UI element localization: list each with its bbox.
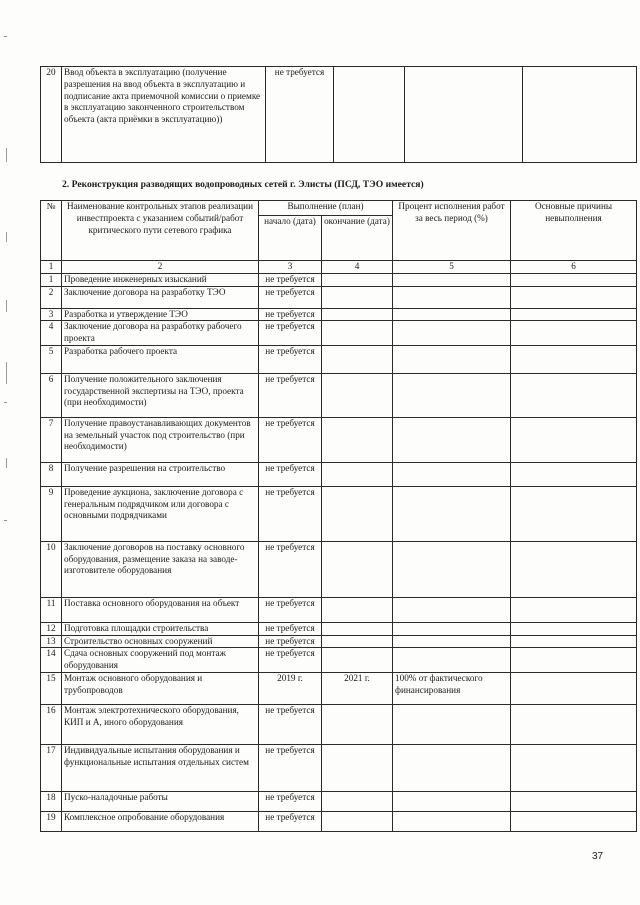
failure-reasons — [511, 704, 637, 744]
table-row — [41, 67, 637, 163]
completion-percent — [393, 345, 511, 373]
scan-margin-mark — [6, 148, 7, 162]
stage-name: Получение положительного заключения государственной экспертизы на ТЭО, проекта (при необходимости) — [62, 373, 259, 417]
completion-percent: 100% от фактического финансирования — [393, 672, 511, 704]
start-date: не требуется — [259, 273, 322, 286]
completion-percent — [393, 308, 511, 321]
completion-percent — [393, 417, 511, 462]
scan-margin-mark — [6, 362, 7, 384]
stage-name: Проведение инженерных изысканий — [62, 273, 259, 286]
stage-name: Ввод объекта в эксплуатацию (получение разрешения на ввод объекта в эксплуатацию и подписание акта приемочной комиссии о приемке в эксплуатацию законченного строительством объекта (акта приёмки в эксплуатацию)) — [62, 67, 266, 163]
table-row — [41, 417, 637, 462]
failure-reasons — [511, 541, 637, 597]
row-number: 18 — [41, 791, 62, 811]
start-date: не требуется — [259, 622, 322, 635]
failure-reasons — [511, 286, 637, 308]
table-row — [41, 286, 637, 308]
header-completion-percent: Процент исполнения работ за весь период (%) — [393, 201, 511, 261]
end-date — [322, 286, 393, 308]
failure-reasons — [511, 635, 637, 648]
failure-reasons — [511, 744, 637, 791]
row-number: 6 — [41, 373, 62, 417]
end-date — [322, 321, 393, 346]
end-date — [322, 373, 393, 417]
column-index: 6 — [511, 261, 637, 274]
completion-percent — [393, 635, 511, 648]
row-number: 14 — [41, 648, 62, 673]
row-number: 3 — [41, 308, 62, 321]
completion-percent — [393, 811, 511, 831]
stage-name: Строительство основных сооружений — [62, 635, 259, 648]
completion-percent — [405, 67, 523, 163]
section-title: 2. Реконструкция разводящих водопроводных сетей г. Элисты (ПСД, ТЭО имеется) — [62, 179, 424, 190]
table-row — [41, 672, 637, 704]
end-date — [322, 541, 393, 597]
header-start-date: начало (дата) — [259, 216, 322, 261]
end-date — [322, 345, 393, 373]
row-number: 19 — [41, 811, 62, 831]
stage-name: Разработка и утверждение ТЭО — [62, 308, 259, 321]
table-row — [41, 622, 637, 635]
row-number: 17 — [41, 744, 62, 791]
start-date: не требуется — [259, 648, 322, 673]
start-date: не требуется — [259, 791, 322, 811]
index-row — [41, 261, 637, 274]
column-index: 1 — [41, 261, 62, 274]
table-row — [41, 373, 637, 417]
page-number: 37 — [592, 851, 604, 862]
table-row — [41, 635, 637, 648]
end-date — [322, 744, 393, 791]
end-date — [322, 417, 393, 462]
row-number: 20 — [41, 67, 62, 163]
header-execution-plan: Выполнение (план) — [259, 201, 393, 216]
row-number: 15 — [41, 672, 62, 704]
failure-reasons — [523, 67, 637, 163]
table-row — [41, 308, 637, 321]
row-number: 11 — [41, 597, 62, 622]
end-date — [334, 67, 405, 163]
stage-name: Поставка основного оборудования на объект — [62, 597, 259, 622]
failure-reasons — [511, 791, 637, 811]
failure-reasons — [511, 321, 637, 346]
header-stage-name: Наименование контрольных этапов реализации инвестпроекта с указанием событий/работ критического пути сетевого графика — [62, 201, 259, 261]
start-date: не требуется — [259, 704, 322, 744]
stage-name: Проведение аукциона, заключение договора с генеральным подрядчиком или договора с основными подрядчиками — [62, 486, 259, 541]
start-date: не требуется — [259, 286, 322, 308]
end-date — [322, 622, 393, 635]
failure-reasons — [511, 417, 637, 462]
table-row — [41, 648, 637, 673]
failure-reasons — [511, 373, 637, 417]
start-date: не требуется — [259, 486, 322, 541]
completion-percent — [393, 273, 511, 286]
scan-margin-mark — [4, 36, 7, 37]
start-date: 2019 г. — [259, 672, 322, 704]
end-date — [322, 791, 393, 811]
row-number: 10 — [41, 541, 62, 597]
start-date: не требуется — [259, 597, 322, 622]
failure-reasons — [511, 622, 637, 635]
failure-reasons — [511, 597, 637, 622]
header-end-date: окончание (дата) — [322, 216, 393, 261]
end-date — [322, 635, 393, 648]
start-date: не требуется — [259, 462, 322, 486]
table-row — [41, 791, 637, 811]
table-row — [41, 597, 637, 622]
end-date — [322, 811, 393, 831]
table-row — [41, 486, 637, 541]
end-date — [322, 597, 393, 622]
failure-reasons — [511, 486, 637, 541]
completion-percent — [393, 597, 511, 622]
start-date: не требуется — [259, 541, 322, 597]
start-date: не требуется — [259, 321, 322, 346]
end-date — [322, 462, 393, 486]
header-number: № — [41, 201, 62, 261]
completion-percent — [393, 321, 511, 346]
stage-name: Комплексное опробование оборудования — [62, 811, 259, 831]
completion-percent — [393, 622, 511, 635]
scan-margin-mark — [6, 458, 7, 468]
completion-percent — [393, 486, 511, 541]
scan-margin-mark — [4, 520, 7, 521]
stage-name: Подготовка площадки строительства — [62, 622, 259, 635]
failure-reasons — [511, 308, 637, 321]
stage-name: Разработка рабочего проекта — [62, 345, 259, 373]
failure-reasons — [511, 345, 637, 373]
row-number: 13 — [41, 635, 62, 648]
row-number: 1 — [41, 273, 62, 286]
start-date: не требуется — [259, 308, 322, 321]
scan-margin-mark — [4, 402, 7, 403]
row-number: 4 — [41, 321, 62, 346]
progress-table — [40, 200, 637, 832]
column-index: 2 — [62, 261, 259, 274]
end-date: 2021 г. — [322, 672, 393, 704]
table-row — [41, 811, 637, 831]
failure-reasons — [511, 811, 637, 831]
row-number: 12 — [41, 622, 62, 635]
header-row — [41, 201, 637, 216]
row-number: 7 — [41, 417, 62, 462]
start-date: не требуется — [259, 635, 322, 648]
start-date: не требуется — [259, 345, 322, 373]
failure-reasons — [511, 462, 637, 486]
stage-name: Сдача основных сооружений под монтаж оборудования — [62, 648, 259, 673]
column-index: 3 — [259, 261, 322, 274]
stage-name: Получение правоустанавливающих документов на земельный участок под строительство (при необходимости) — [62, 417, 259, 462]
row-number: 8 — [41, 462, 62, 486]
stage-name: Заключение договора на разработку рабочего проекта — [62, 321, 259, 346]
start-date: не требуется — [259, 744, 322, 791]
column-index: 4 — [322, 261, 393, 274]
completion-percent — [393, 373, 511, 417]
end-date — [322, 704, 393, 744]
stage-name: Пуско-наладочные работы — [62, 791, 259, 811]
table-row — [41, 321, 637, 346]
completion-percent — [393, 462, 511, 486]
start-date: не требуется — [266, 67, 334, 163]
stage-name: Индивидуальные испытания оборудования и функциональные испытания отдельных систем — [62, 744, 259, 791]
table-row — [41, 273, 637, 286]
failure-reasons — [511, 648, 637, 673]
table-row — [41, 744, 637, 791]
row-number: 16 — [41, 704, 62, 744]
stage-name: Монтаж электротехнического оборудования, КИП и А, иного оборудования — [62, 704, 259, 744]
row-number: 5 — [41, 345, 62, 373]
failure-reasons — [511, 672, 637, 704]
end-date — [322, 486, 393, 541]
completion-percent — [393, 791, 511, 811]
header-failure-reasons: Основные причины невыполнения — [511, 201, 637, 261]
table-body — [41, 273, 637, 831]
table-row — [41, 462, 637, 486]
end-date — [322, 273, 393, 286]
start-date: не требуется — [259, 373, 322, 417]
stage-name: Заключение договора на разработку ТЭО — [62, 286, 259, 308]
start-date: не требуется — [259, 811, 322, 831]
failure-reasons — [511, 273, 637, 286]
column-index: 5 — [393, 261, 511, 274]
row-number: 2 — [41, 286, 62, 308]
completion-percent — [393, 286, 511, 308]
completion-percent — [393, 744, 511, 791]
table-row — [41, 541, 637, 597]
completion-percent — [393, 704, 511, 744]
table-row — [41, 704, 637, 744]
row-number: 9 — [41, 486, 62, 541]
previous-table — [40, 66, 637, 163]
stage-name: Получение разрешения на строительство — [62, 462, 259, 486]
completion-percent — [393, 648, 511, 673]
scan-margin-mark — [6, 300, 7, 312]
stage-name: Монтаж основного оборудования и трубопроводов — [62, 672, 259, 704]
table-row — [41, 345, 637, 373]
stage-name: Заключение договоров на поставку основного оборудования, размещение заказа на заводе-изготовителе оборудования — [62, 541, 259, 597]
end-date — [322, 308, 393, 321]
start-date: не требуется — [259, 417, 322, 462]
end-date — [322, 648, 393, 673]
completion-percent — [393, 541, 511, 597]
scan-margin-mark — [6, 232, 7, 242]
